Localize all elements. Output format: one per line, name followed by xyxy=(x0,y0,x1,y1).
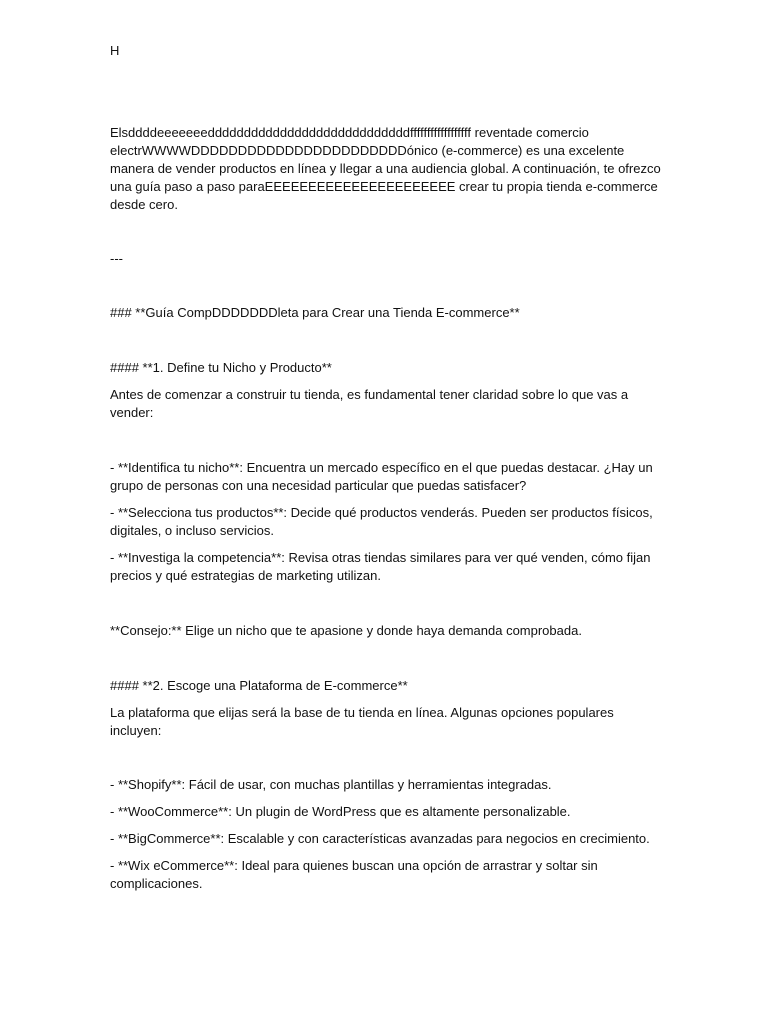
section2-intro: La plataforma que elijas será la base de tu tienda en línea. Algunas opciones populares incluyen: xyxy=(110,705,614,738)
section1-tip: **Consejo:** Elige un nicho que te apasione y donde haya demanda comprobada. xyxy=(110,623,582,638)
main-heading: ### **Guía CompDDDDDDDleta para Crear una Tienda E-commerce** xyxy=(110,305,520,320)
section1-intro: Antes de comenzar a construir tu tienda, es fundamental tener claridad sobre lo que vas a vender: xyxy=(110,387,629,420)
list-item: - **Selecciona tus productos**: Decide qué productos venderás. Pueden ser productos físicos, digitales, o incluso servicios. xyxy=(110,505,653,538)
intro-paragraph: Elsddddeeeeeeeddddddddddddddddddddddddddddffffffffffffffffff reventade comercio electrWWWWDDDDDDDDDDDDDDDDDDDDDDDónico (e-commerce) es una excelente manera de vender productos en línea y llegar a una audiencia global. A continuación, te ofrezco una guía paso a paso paraEEEEEEEEEEEEEEEEEEEEEE crear tu propia tienda e-commerce desde cero. xyxy=(110,125,661,212)
list-item: - **Identifica tu nicho**: Encuentra un mercado específico en el que puedas destacar. ¿Hay un grupo de personas con una necesidad particular que puedas satisfacer? xyxy=(110,460,653,493)
list-item: - **Investiga la competencia**: Revisa otras tiendas similares para ver qué venden, cómo fijan precios y qué estrategias de marketing utilizan. xyxy=(110,550,651,583)
list-item: - **BigCommerce**: Escalable y con características avanzadas para negocios en crecimiento. xyxy=(110,831,650,846)
list-item: - **Wix eCommerce**: Ideal para quienes buscan una opción de arrastrar y soltar sin complicaciones. xyxy=(110,858,598,891)
header-letter: H xyxy=(110,43,120,58)
divider-line: --- xyxy=(110,251,123,266)
section2-heading: #### **2. Escoge una Plataforma de E-commerce** xyxy=(110,678,408,693)
list-item: - **WooCommerce**: Un plugin de WordPress que es altamente personalizable. xyxy=(110,804,571,819)
section1-heading: #### **1. Define tu Nicho y Producto** xyxy=(110,360,332,375)
list-item: - **Shopify**: Fácil de usar, con muchas plantillas y herramientas integradas. xyxy=(110,777,552,792)
